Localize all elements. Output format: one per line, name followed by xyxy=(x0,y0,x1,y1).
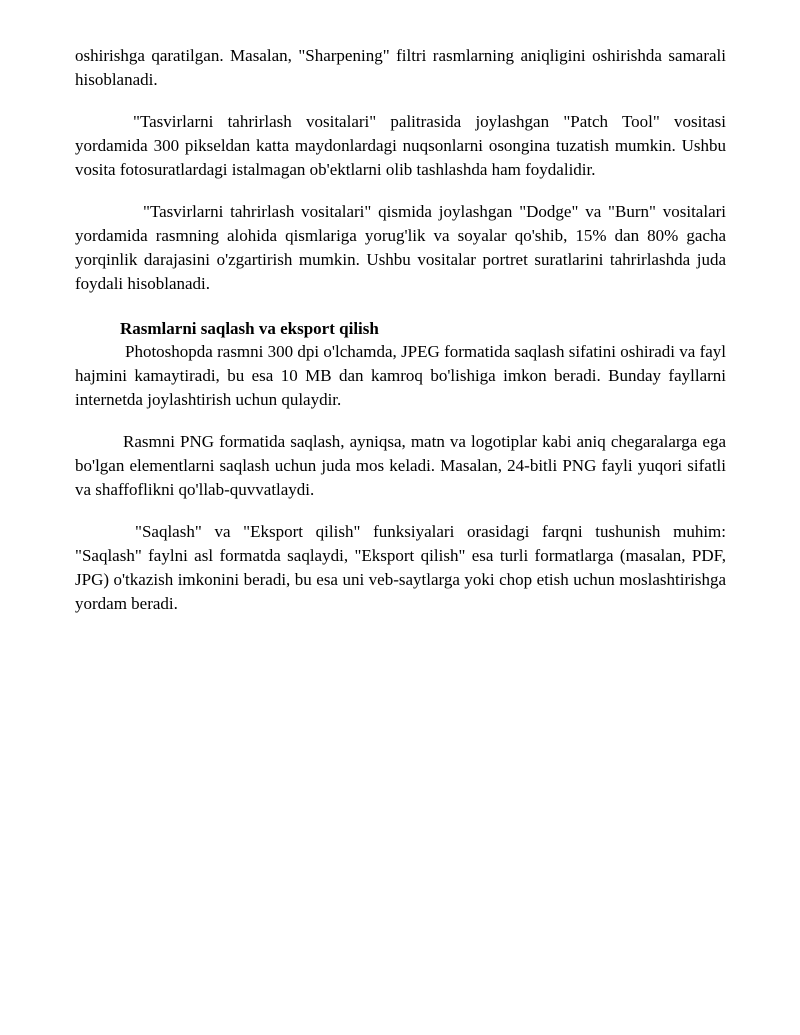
document-page xyxy=(75,44,726,616)
paragraph-gap xyxy=(75,92,726,110)
paragraph-sharpening: oshirishga qaratilgan. Masalan, "Sharpening" filtri rasmlarning aniqligini oshirishda samarali hisoblanadi. xyxy=(75,46,726,89)
paragraph-png: Rasmni PNG formatida saqlash, ayniqsa, matn va logotiplar kabi aniq chegaralarga ega bo'lgan elementlarni saqlash uchun juda mos keladi. Masalan, 24-bitli PNG fayli yuqori sifatli va shaffoflikni qo'llab-quvvatlaydi. xyxy=(75,432,726,499)
paragraph-gap xyxy=(75,182,726,200)
section-gap xyxy=(75,296,726,318)
section-heading: Rasmlarni saqlash va eksport qilish xyxy=(120,319,379,338)
paragraph-jpeg: Photoshopda rasmni 300 dpi o'lchamda, JPEG formatida saqlash sifatini oshiradi va fayl hajmini kamaytiradi, bu esa 10 MB dan kamroq bo'lishiga imkon beradi. Bunday fayllarni internetda joylashtirish uchun qulaydir. xyxy=(75,342,726,409)
paragraph-gap xyxy=(75,412,726,430)
paragraph-dodge-burn: "Tasvirlarni tahrirlash vositalari" qismida joylashgan "Dodge" va "Burn" vositalari yordamida rasmning alohida qismlariga yorug'lik va soyalar qo'shib, 15% dan 80% gacha yorqinlik darajasini o'zgartirish mumkin. Ushbu vositalar portret suratlarini tahrirlashda juda foydali hisoblanadi. xyxy=(75,202,726,293)
paragraph-gap xyxy=(75,502,726,520)
paragraph-patch-tool: "Tasvirlarni tahrirlash vositalari" palitrasida joylashgan "Patch Tool" vositasi yordamida 300 pikseldan katta maydonlardagi nuqsonlarni osongina tuzatish mumkin. Ushbu vosita fotosuratlardagi istalmagan ob'ektlarni olib tashlashda ham foydalidir. xyxy=(75,112,726,179)
paragraph-save-export: "Saqlash" va "Eksport qilish" funksiyalari orasidagi farqni tushunish muhim: "Saqlash" faylni asl formatda saqlaydi, "Eksport qilish" esa turli formatlarga (masalan, PDF, JPG) o'tkazish imkonini beradi, bu esa uni veb-saytlarga yoki chop etish uchun moslashtirishga yordam beradi. xyxy=(75,522,726,613)
